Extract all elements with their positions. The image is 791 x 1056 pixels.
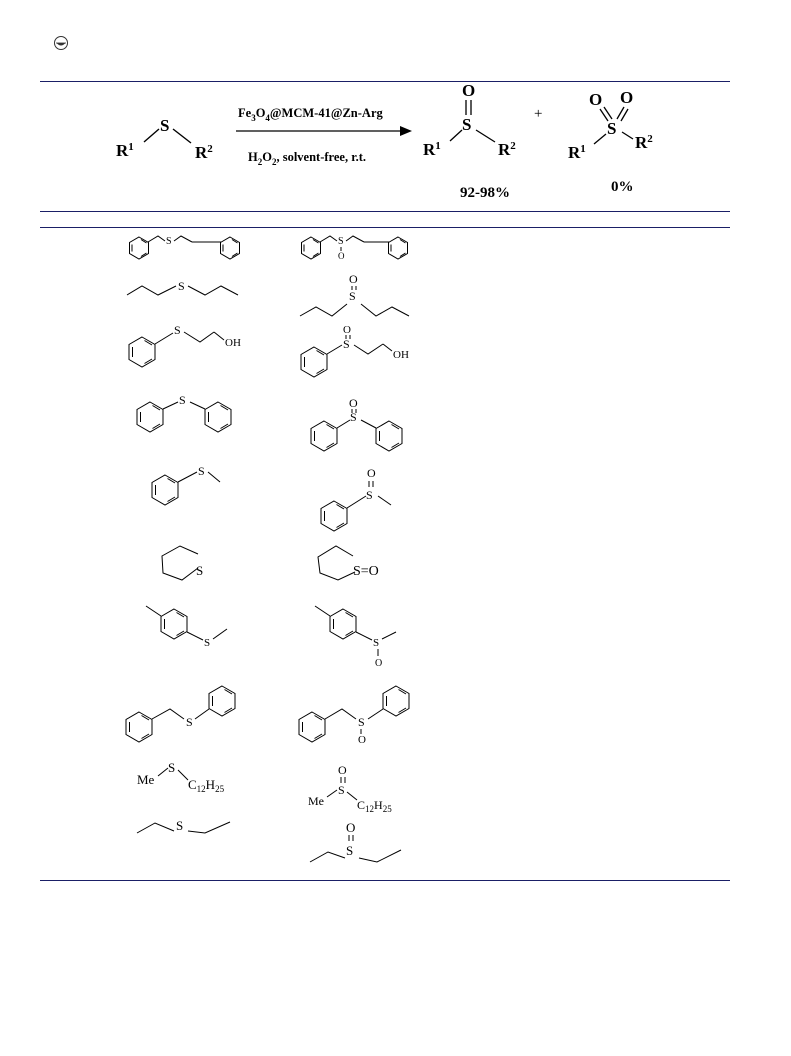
svg-text:O: O — [462, 82, 476, 100]
product-methyl-phenyl-sulfoxide — [321, 466, 391, 531]
svg-text:S: S — [168, 760, 176, 775]
substrate-tetrahydrothiophene — [162, 546, 203, 580]
product-tetrahydrothiophene-oxide — [318, 546, 379, 580]
svg-text:S: S — [179, 393, 186, 407]
svg-text:R2: $R^2$ — [195, 143, 213, 162]
product-dodecyl-methyl-sulfoxide — [308, 763, 392, 814]
svg-text:S: S — [358, 715, 365, 729]
svg-text:S: S — [196, 563, 204, 578]
svg-text:S: S — [338, 783, 345, 797]
svg-text:OH: OH — [393, 349, 409, 361]
svg-text:S: S — [178, 279, 185, 293]
svg-text:O: O — [338, 251, 345, 261]
plus-sign: + — [534, 106, 543, 122]
sulfoxide-yield: 92-98% — [460, 185, 510, 201]
product-dipropyl-sulfoxide — [300, 272, 409, 316]
svg-text:S: S — [176, 818, 184, 833]
svg-text:O: O — [346, 820, 356, 835]
substrate-dibenzyl-sulfide — [130, 236, 240, 259]
reaction-arrow — [236, 106, 412, 167]
substrate-diphenyl-sulfide — [137, 393, 231, 432]
product-benzyl-phenyl-sulfoxide — [299, 686, 409, 746]
svg-text:S: S — [174, 323, 181, 337]
svg-text:H2O2, solvent-free, r.t.: $H_2O_2$, solvent-free, r.t. — [248, 150, 367, 167]
product-sulfoxide — [423, 82, 516, 201]
svg-text:O: O — [367, 466, 376, 480]
svg-text:S: S — [346, 843, 354, 858]
svg-text:O: O — [338, 763, 347, 777]
bottom-rule — [40, 880, 730, 881]
substrate-phenylthioethanol — [129, 323, 241, 367]
reaction-scheme — [100, 82, 700, 210]
svg-text:C12H25: $C_{12}H_{25}$ — [188, 777, 225, 794]
product-dibenzyl-sulfoxide — [302, 236, 408, 261]
substrate-benzyl-phenyl-sulfide — [126, 686, 235, 742]
svg-text:Fe3O4@MCM-41@Zn-Arg: $Fe_3O_4@MCM-41@Zn$-Arg — [238, 106, 383, 123]
svg-text:S: S — [204, 637, 211, 649]
substrate-thioanisole — [152, 464, 220, 505]
svg-text:S: S — [186, 715, 193, 729]
logo-icon — [53, 35, 69, 51]
svg-text:S=O: S=O — [353, 564, 379, 579]
svg-text:S: S — [373, 637, 380, 649]
svg-text:O: O — [343, 324, 351, 336]
svg-text:R1: $R^1$ — [116, 141, 134, 160]
product-methyl-p-tolyl-sulfoxide — [315, 606, 396, 669]
svg-text:O: O — [589, 90, 603, 109]
svg-text:OH: OH — [225, 337, 241, 349]
svg-text:R1: $R^1$ — [568, 143, 586, 162]
structures-table — [0, 228, 791, 880]
svg-text:S: S — [338, 236, 344, 247]
svg-text:Me: Me — [137, 772, 155, 787]
product-diphenyl-sulfoxide — [311, 396, 402, 451]
svg-text:O: O — [349, 272, 358, 286]
product-sulfone — [568, 88, 653, 195]
svg-text:S: S — [349, 289, 356, 303]
sulfone-yield: 0% — [611, 179, 634, 195]
reactant-sulfide — [116, 116, 213, 162]
svg-text:S: S — [366, 488, 373, 502]
header-bottom-rule — [40, 211, 730, 212]
svg-text:O: O — [349, 396, 358, 410]
svg-text:S: S — [350, 410, 357, 424]
svg-text:S: S — [607, 119, 617, 138]
svg-text:O: O — [375, 658, 383, 669]
svg-text:S: S — [166, 236, 172, 247]
svg-text:S: S — [462, 115, 472, 134]
svg-text:R2: $R^2$ — [498, 140, 516, 159]
svg-text:O: O — [358, 734, 366, 746]
substrate-methyl-p-tolyl-sulfide — [146, 606, 227, 649]
svg-text:Me: Me — [308, 794, 324, 808]
svg-text:R1: $R^1$ — [423, 140, 441, 159]
substrate-dodecyl-methyl-sulfide — [137, 760, 225, 794]
svg-text:C12H25: $C_{12}H_{25}$ — [357, 798, 392, 814]
svg-text:S: S — [198, 464, 205, 478]
svg-text:S: S — [160, 116, 170, 135]
substrate-dipropyl-sulfide — [127, 279, 238, 295]
substrate-diethyl-sulfide — [137, 818, 230, 833]
product-phenylsulfinylethanol — [301, 324, 409, 377]
svg-text:S: S — [343, 337, 350, 351]
svg-text:O: O — [620, 88, 634, 107]
svg-text:R2: $R^2$ — [635, 133, 653, 152]
product-diethyl-sulfoxide — [310, 820, 401, 862]
